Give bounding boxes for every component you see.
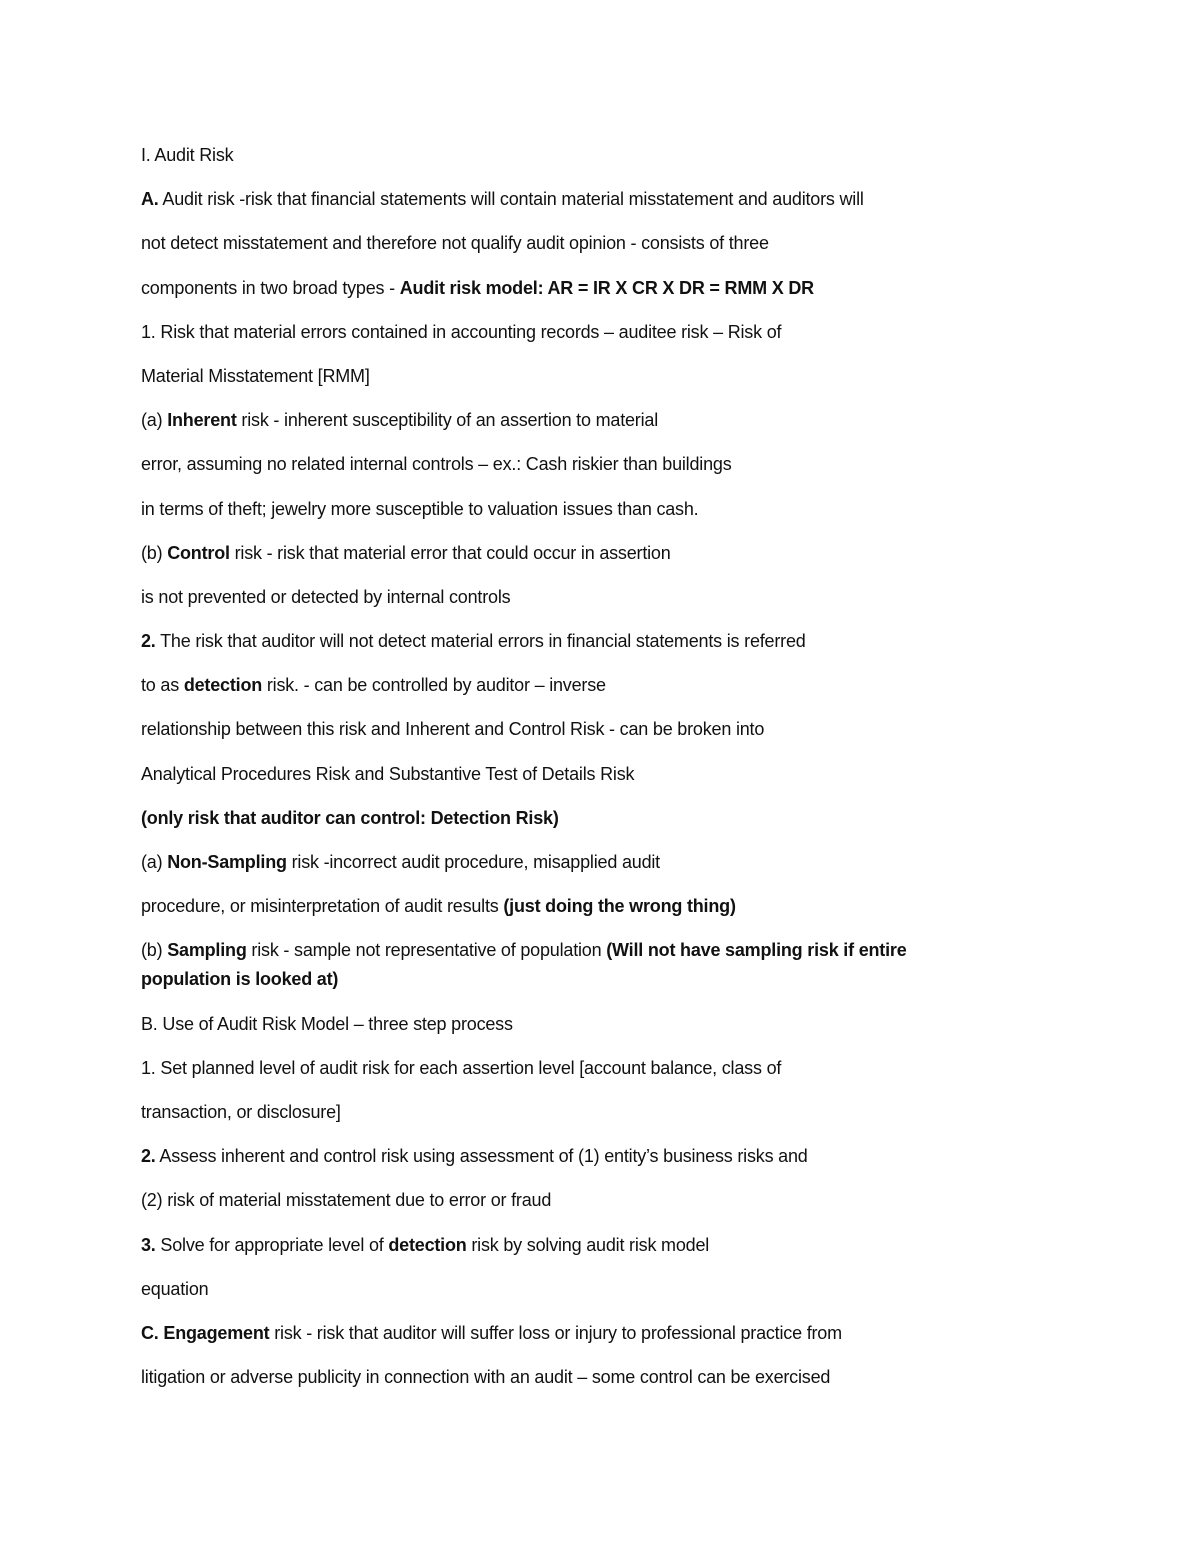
- text-run: risk -incorrect audit procedure, misapplied audit: [286, 852, 660, 872]
- text-line: [141, 1054, 1041, 1098]
- text-line: [141, 965, 1041, 1009]
- text-run: to as: [141, 675, 184, 696]
- text-line: [141, 185, 1041, 229]
- text-line: [141, 362, 1041, 406]
- text-line: [141, 936, 1041, 965]
- text-line: [141, 627, 1041, 671]
- text-line: [141, 1098, 1041, 1142]
- text-line: [141, 406, 1041, 450]
- text-run: risk - risk that material error that could occur in assertion: [229, 542, 671, 563]
- text-run: Analytical Procedures Risk and Substantive Test of Details Risk: [141, 763, 635, 784]
- text-run: risk - sample not representative of population: [246, 940, 607, 961]
- bold-text: population is looked at): [141, 969, 339, 990]
- text-run: error, assuming no related internal controls – ex.: Cash riskier than buildings: [141, 454, 732, 475]
- text-line: [141, 848, 1041, 892]
- text-line: [141, 583, 1041, 627]
- text-line: [141, 229, 1041, 273]
- text-run: risk - inherent susceptibility of an assertion to material: [236, 410, 659, 431]
- text-run: risk by solving audit risk model: [466, 1234, 710, 1255]
- text-run: in terms of theft; jewelry more susceptible to valuation issues than cash.: [141, 498, 699, 519]
- text-run: components in two broad types -: [141, 277, 400, 298]
- bold-text: (just doing the wrong thing): [503, 896, 736, 917]
- text-line: [141, 1319, 1041, 1363]
- text-run: equation: [141, 1278, 209, 1299]
- text-run: 1. Set planned level of audit risk for each assertion level [account balance, class of: [141, 1057, 782, 1078]
- text-run: The risk that auditor will not detect material errors in financial statements is referred: [155, 631, 806, 652]
- text-run: (a): [141, 410, 168, 431]
- text-run: procedure, or misinterpretation of audit results: [141, 896, 504, 917]
- bold-text: Inherent: [167, 410, 237, 431]
- text-run: transaction, or disclosure]: [141, 1101, 341, 1122]
- text-run: (b): [141, 940, 168, 961]
- text-line: [141, 715, 1041, 759]
- text-run: Assess inherent and control risk using assessment of (1) entity’s business risks and: [155, 1146, 808, 1167]
- text-run: not detect misstatement and therefore not qualify audit opinion - consists of three: [141, 233, 769, 254]
- text-line: [141, 495, 1041, 539]
- text-line: [141, 141, 1041, 185]
- text-line: [141, 1275, 1041, 1319]
- text-run: is not prevented or detected by internal controls: [141, 586, 511, 607]
- text-line: [141, 274, 1041, 318]
- bold-text: Control: [167, 542, 230, 563]
- text-run: Solve for appropriate level of: [155, 1234, 389, 1255]
- text-run: Material Misstatement [RMM]: [141, 365, 370, 386]
- text-run: I. Audit Risk: [141, 145, 234, 165]
- text-line: [141, 450, 1041, 494]
- text-run: Audit risk -risk that financial statements will contain material misstatement and auditors will: [158, 189, 864, 210]
- bold-text: A.: [141, 189, 159, 210]
- text-line: [141, 1363, 1041, 1407]
- bold-text: (only risk that auditor can control: Detection Risk): [141, 807, 559, 828]
- bold-text: detection: [183, 675, 263, 696]
- bold-text: 3.: [141, 1234, 156, 1255]
- document-body: [141, 141, 1041, 1407]
- text-line: [141, 760, 1041, 804]
- bold-text: Sampling: [167, 940, 247, 961]
- bold-text: (Will not have sampling risk if entire: [606, 940, 907, 961]
- text-run: 1. Risk that material errors contained in accounting records – auditee risk – Risk of: [141, 321, 782, 342]
- bold-text: detection: [388, 1234, 467, 1255]
- text-line: [141, 1231, 1041, 1275]
- text-line: [141, 1142, 1041, 1186]
- bold-text: Audit risk model: AR = IR X CR X DR = RMM X DR: [399, 277, 814, 298]
- text-run: (b): [141, 542, 168, 563]
- text-run: litigation or adverse publicity in connection with an audit – some control can be exercised: [141, 1367, 831, 1388]
- bold-text: Non-Sampling: [167, 852, 287, 872]
- bold-text: C. Engagement: [141, 1322, 270, 1343]
- text-line: [141, 1186, 1041, 1230]
- text-run: risk. - can be controlled by auditor – inverse: [262, 675, 606, 696]
- bold-text: 2.: [141, 1146, 156, 1167]
- text-line: [141, 892, 1041, 936]
- text-line: [141, 539, 1041, 583]
- text-run: relationship between this risk and Inherent and Control Risk - can be broken into: [141, 719, 765, 740]
- text-run: risk - risk that auditor will suffer loss or injury to professional practice from: [269, 1322, 842, 1343]
- text-run: (2) risk of material misstatement due to error or fraud: [141, 1190, 552, 1211]
- text-run: (a): [141, 852, 168, 872]
- text-line: [141, 804, 1041, 848]
- bold-text: 2.: [141, 631, 156, 652]
- text-line: [141, 671, 1041, 715]
- text-line: [141, 1010, 1041, 1054]
- text-run: B. Use of Audit Risk Model – three step process: [141, 1013, 513, 1034]
- text-line: [141, 318, 1041, 362]
